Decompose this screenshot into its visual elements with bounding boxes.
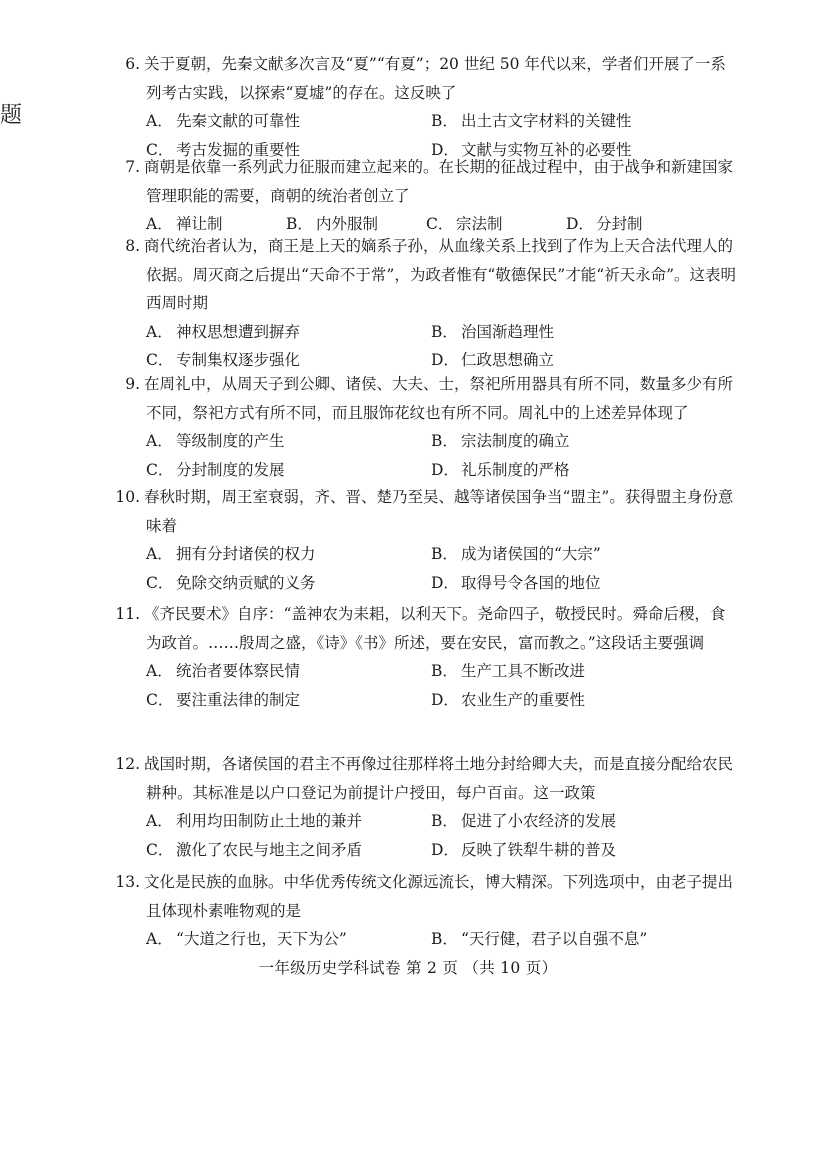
option-d[interactable]: D． 礼乐制度的严格	[431, 460, 570, 479]
question-8	[118, 232, 740, 375]
binding-margin-text: 题	[0, 103, 23, 128]
option-b[interactable]: B． “天行健，君子以自强不息”	[431, 930, 648, 948]
option-a[interactable]: A． 利用均田制防止土地的兼并	[146, 812, 363, 830]
option-b[interactable]: B． 生产工具不断改进	[431, 662, 586, 680]
option-a[interactable]: A． 神权思想遭到摒弃	[146, 322, 301, 341]
question-6	[118, 50, 740, 164]
option-a[interactable]: A． 拥有分封诸侯的权力	[146, 545, 316, 563]
question-stem: 10. 春秋时期，周王室衰弱，齐、晋、楚乃至吴、越等诸侯国争当“盟主”。获得盟主身份意味着	[115, 488, 734, 535]
question-stem: 6. 关于夏朝，先秦文献多次言及“夏”“有夏”；20 世纪 50 年代以来，学者们开展了一系列考古实践，以探索“夏墟”的存在。这反映了	[125, 55, 726, 102]
question-stem: 12. 战国时期，各诸侯国的君主不再像过往那样将土地分封给卿大夫，而是直接分配给农民耕种。其标准是以户口登记为前提计户授田，每户百亩。这一政策	[115, 755, 734, 802]
option-a[interactable]: A． 统治者要体察民情	[146, 662, 301, 680]
options	[118, 925, 740, 954]
option-d[interactable]: D． 仁政思想确立	[431, 351, 555, 369]
option-c[interactable]: C． 宗法制	[426, 215, 503, 233]
option-a[interactable]: A． 禅让制	[146, 215, 223, 233]
option-c[interactable]: C． 激化了农民与地主之间矛盾	[146, 840, 363, 859]
question-stem: 11. 《齐民要术》自序：“盖神农为耒耜，以利天下。尧命四子，敬授民时。舜命后稷，食为政首。……殷周之盛，《诗》《书》所述，要在安民，富而教之。”这段话主要强调	[115, 605, 726, 652]
option-c[interactable]: C． 分封制度的发展	[146, 460, 285, 479]
option-d[interactable]: D． 文献与实物互补的必要性	[431, 140, 632, 159]
option-b[interactable]: B． 成为诸侯国的“大宗”	[431, 545, 601, 563]
page-footer: 一年级历史学科试卷 第 2 页 （共 10 页）	[258, 959, 558, 977]
question-10	[115, 483, 740, 597]
question-9	[118, 370, 740, 484]
option-b[interactable]: B． 内外服制	[286, 215, 379, 233]
options	[118, 807, 740, 864]
options	[118, 657, 740, 714]
option-c[interactable]: C． 免除交纳贡赋的义务	[146, 573, 316, 592]
option-c[interactable]: C． 要注重法律的制定	[146, 690, 301, 709]
question-stem: 7. 商朝是依靠一系列武力征服而建立起来的。在长期的征战过程中，由于战争和新建国家管理职能的需要，商朝的统治者创立了	[125, 158, 734, 205]
option-b[interactable]: B． 宗法制度的确立	[431, 432, 570, 450]
option-b[interactable]: B． 治国渐趋理性	[431, 322, 555, 341]
option-c[interactable]: C． 考古发掘的重要性	[146, 140, 301, 159]
question-12	[115, 750, 740, 864]
option-b[interactable]: B． 出土古文字材料的关键性	[431, 112, 632, 130]
question-stem: 8. 商代统治者认为，商王是上天的嫡系子孙，从血缘关系上找到了作为上天合法代理人的依据。周灭商之后提出“天命不于常”，为政者惟有“敬德保民”才能“祈天永命”。这表明西周时期	[125, 237, 737, 312]
option-a[interactable]: A． 先秦文献的可靠性	[146, 112, 301, 130]
option-d[interactable]: D． 农业生产的重要性	[431, 690, 586, 709]
question-stem: 9. 在周礼中，从周天子到公卿、诸侯、大夫、士，祭祀所用器具有所不同，数量多少有所不同，祭祀方式有所不同，而且服饰花纹也有所不同。周礼中的上述差异体现了	[125, 375, 734, 422]
option-d[interactable]: D． 分封制	[566, 215, 643, 233]
options	[118, 540, 740, 597]
option-a[interactable]: A． 等级制度的产生	[146, 432, 285, 450]
question-13	[115, 868, 740, 954]
options	[118, 427, 740, 484]
option-d[interactable]: D． 取得号令各国的地位	[431, 573, 601, 592]
question-7	[118, 153, 740, 239]
option-c[interactable]: C． 专制集权逐步强化	[146, 351, 301, 369]
question-11	[115, 600, 740, 714]
option-d[interactable]: D． 反映了铁犁牛耕的普及	[431, 840, 617, 859]
option-b[interactable]: B． 促进了小农经济的发展	[431, 812, 617, 830]
option-a[interactable]: A． “大道之行也，天下为公”	[146, 930, 347, 948]
options	[118, 318, 740, 375]
question-stem: 13. 文化是民族的血脉。中华优秀传统文化源远流长，博大精深。下列选项中，由老子提出且体现朴素唯物观的是	[115, 873, 734, 920]
